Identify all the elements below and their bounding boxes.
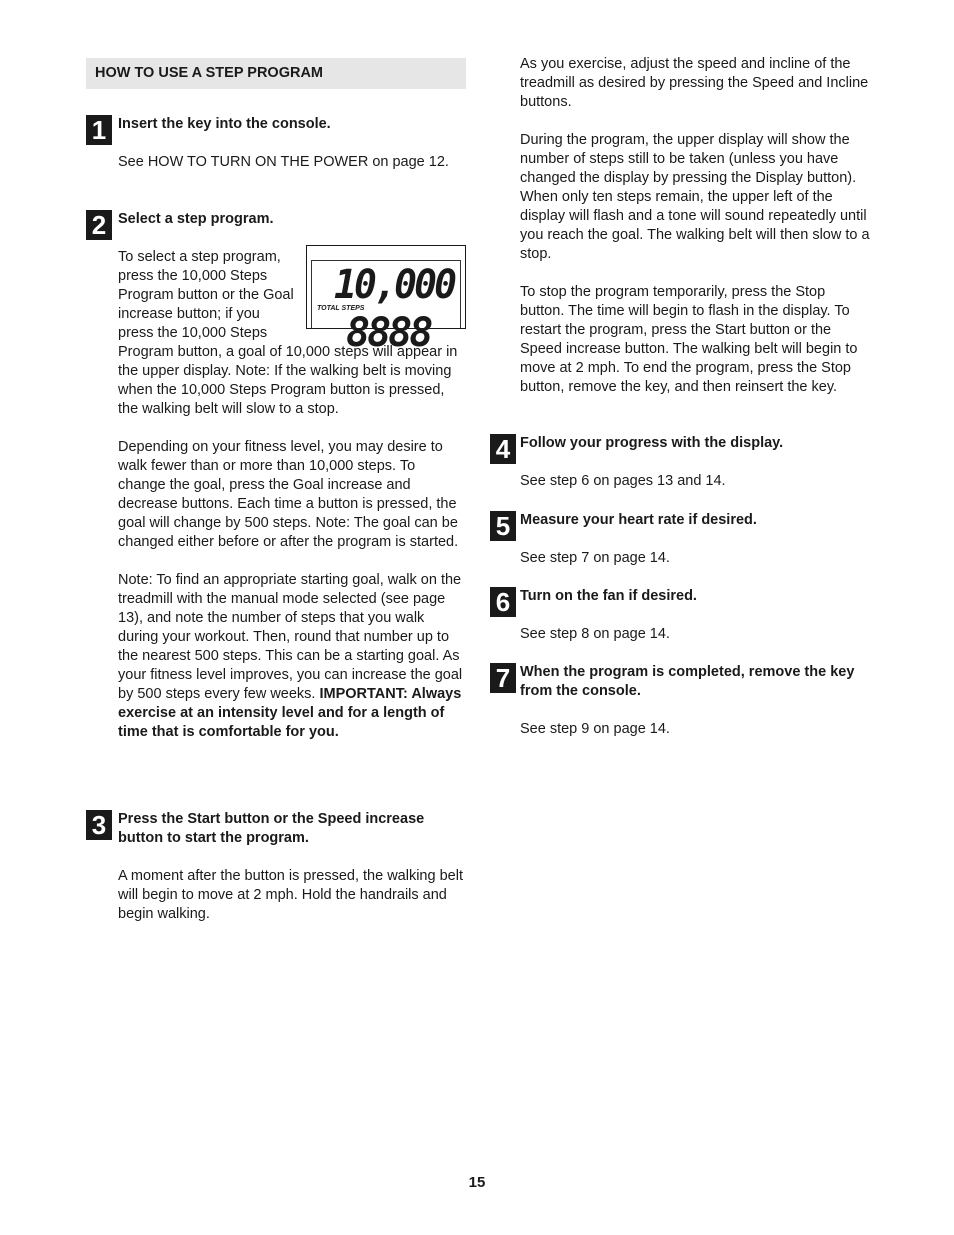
display-label: TOTAL STEPS bbox=[317, 305, 365, 312]
step-text: See step 8 on page 14. bbox=[520, 626, 670, 642]
step-number: 3 bbox=[86, 810, 112, 840]
step-2 bbox=[86, 210, 466, 742]
step-5 bbox=[490, 511, 870, 568]
page-number: 15 bbox=[468, 1174, 486, 1191]
step-heading: When the program is completed, remove the key from the console. bbox=[520, 664, 855, 699]
important-note: IMPORTANT: Always exercise at an intensity level and for a length of time that is comfortable for you. bbox=[118, 686, 462, 740]
step-text: See HOW TO TURN ON THE POWER on page 12. bbox=[118, 154, 449, 170]
paragraph: To stop the program temporarily, press the Stop button. The time will begin to flash in the display. To restart the program, press the Start button or the Speed increase button. The walking belt will begin to move at 2 mph. To end the program, press the Stop button, remove the key, and then reinsert the key. bbox=[520, 284, 858, 395]
step-heading: Insert the key into the console. bbox=[118, 116, 331, 132]
step-7 bbox=[490, 663, 870, 739]
paragraph: During the program, the upper display will show the number of steps still to be taken (unless you have changed the display by pressing the Display button). When only ten steps remain, the upper left of the display will flash and a tone will sound repeatedly until you reach the goal. The walking belt will then slow to a stop. bbox=[520, 132, 870, 262]
display-lower-digits: 8888 bbox=[346, 310, 431, 356]
step-text: To select a step program, press the 10,000 Steps Program button or the Goal increase button; if you press the 10,000 Steps Program button, a goal of 10,000 steps will appear in the upper display. Note: If the walking belt is moving when the 10,000 Steps Program button is pressed, the walking belt will slow to a stop. bbox=[118, 249, 458, 417]
step-6 bbox=[490, 587, 870, 644]
step-heading: Turn on the fan if desired. bbox=[520, 588, 697, 604]
step-number: 4 bbox=[490, 434, 516, 464]
step-number: 6 bbox=[490, 587, 516, 617]
step-heading: Select a step program. bbox=[118, 211, 274, 227]
paragraph: As you exercise, adjust the speed and incline of the treadmill as desired by pressing the Speed and Incline buttons. bbox=[520, 56, 869, 110]
step-text: A moment after the button is pressed, the walking belt will begin to move at 2 mph. Hold the handrails and begin walking. bbox=[118, 868, 463, 922]
step-number: 5 bbox=[490, 511, 516, 541]
step-4 bbox=[490, 434, 870, 491]
step-text: Depending on your fitness level, you may desire to walk fewer than or more than 10,000 steps. To change the goal, press the Goal increase and decrease buttons. Each time a button is pressed, the goal will change by 500 steps. Note: The goal can be changed either before or after the program is started. bbox=[118, 439, 459, 550]
step-text: See step 7 on page 14. bbox=[520, 550, 670, 566]
step-text: See step 9 on page 14. bbox=[520, 721, 670, 737]
step-heading: Follow your progress with the display. bbox=[520, 435, 784, 451]
section-header: HOW TO USE A STEP PROGRAM bbox=[86, 58, 466, 89]
right-column-text bbox=[520, 55, 870, 397]
display-steps-digits: 10,000 bbox=[334, 262, 455, 308]
step-heading: Press the Start button or the Speed increase button to start the program. bbox=[118, 811, 425, 846]
step-1 bbox=[86, 115, 466, 172]
step-number: 7 bbox=[490, 663, 516, 693]
step-3 bbox=[86, 810, 466, 924]
step-number: 1 bbox=[86, 115, 112, 145]
step-text: See step 6 on pages 13 and 14. bbox=[520, 473, 726, 489]
step-text: Note: To find an appropriate starting goal, walk on the treadmill with the manual mode selected (see page 13), and note the number of steps that you walk during your workout. Then, round that number up to the nearest 500 steps. This can be a starting goal. As your fitness level improves, you can increase the goal by 500 steps every few weeks. IMPORTANT: Always exercise at an intensity level and for a length of time that is comfortable for you. bbox=[118, 572, 463, 740]
step-number: 2 bbox=[86, 210, 112, 240]
step-heading: Measure your heart rate if desired. bbox=[520, 512, 757, 528]
console-display-illustration bbox=[306, 245, 466, 356]
